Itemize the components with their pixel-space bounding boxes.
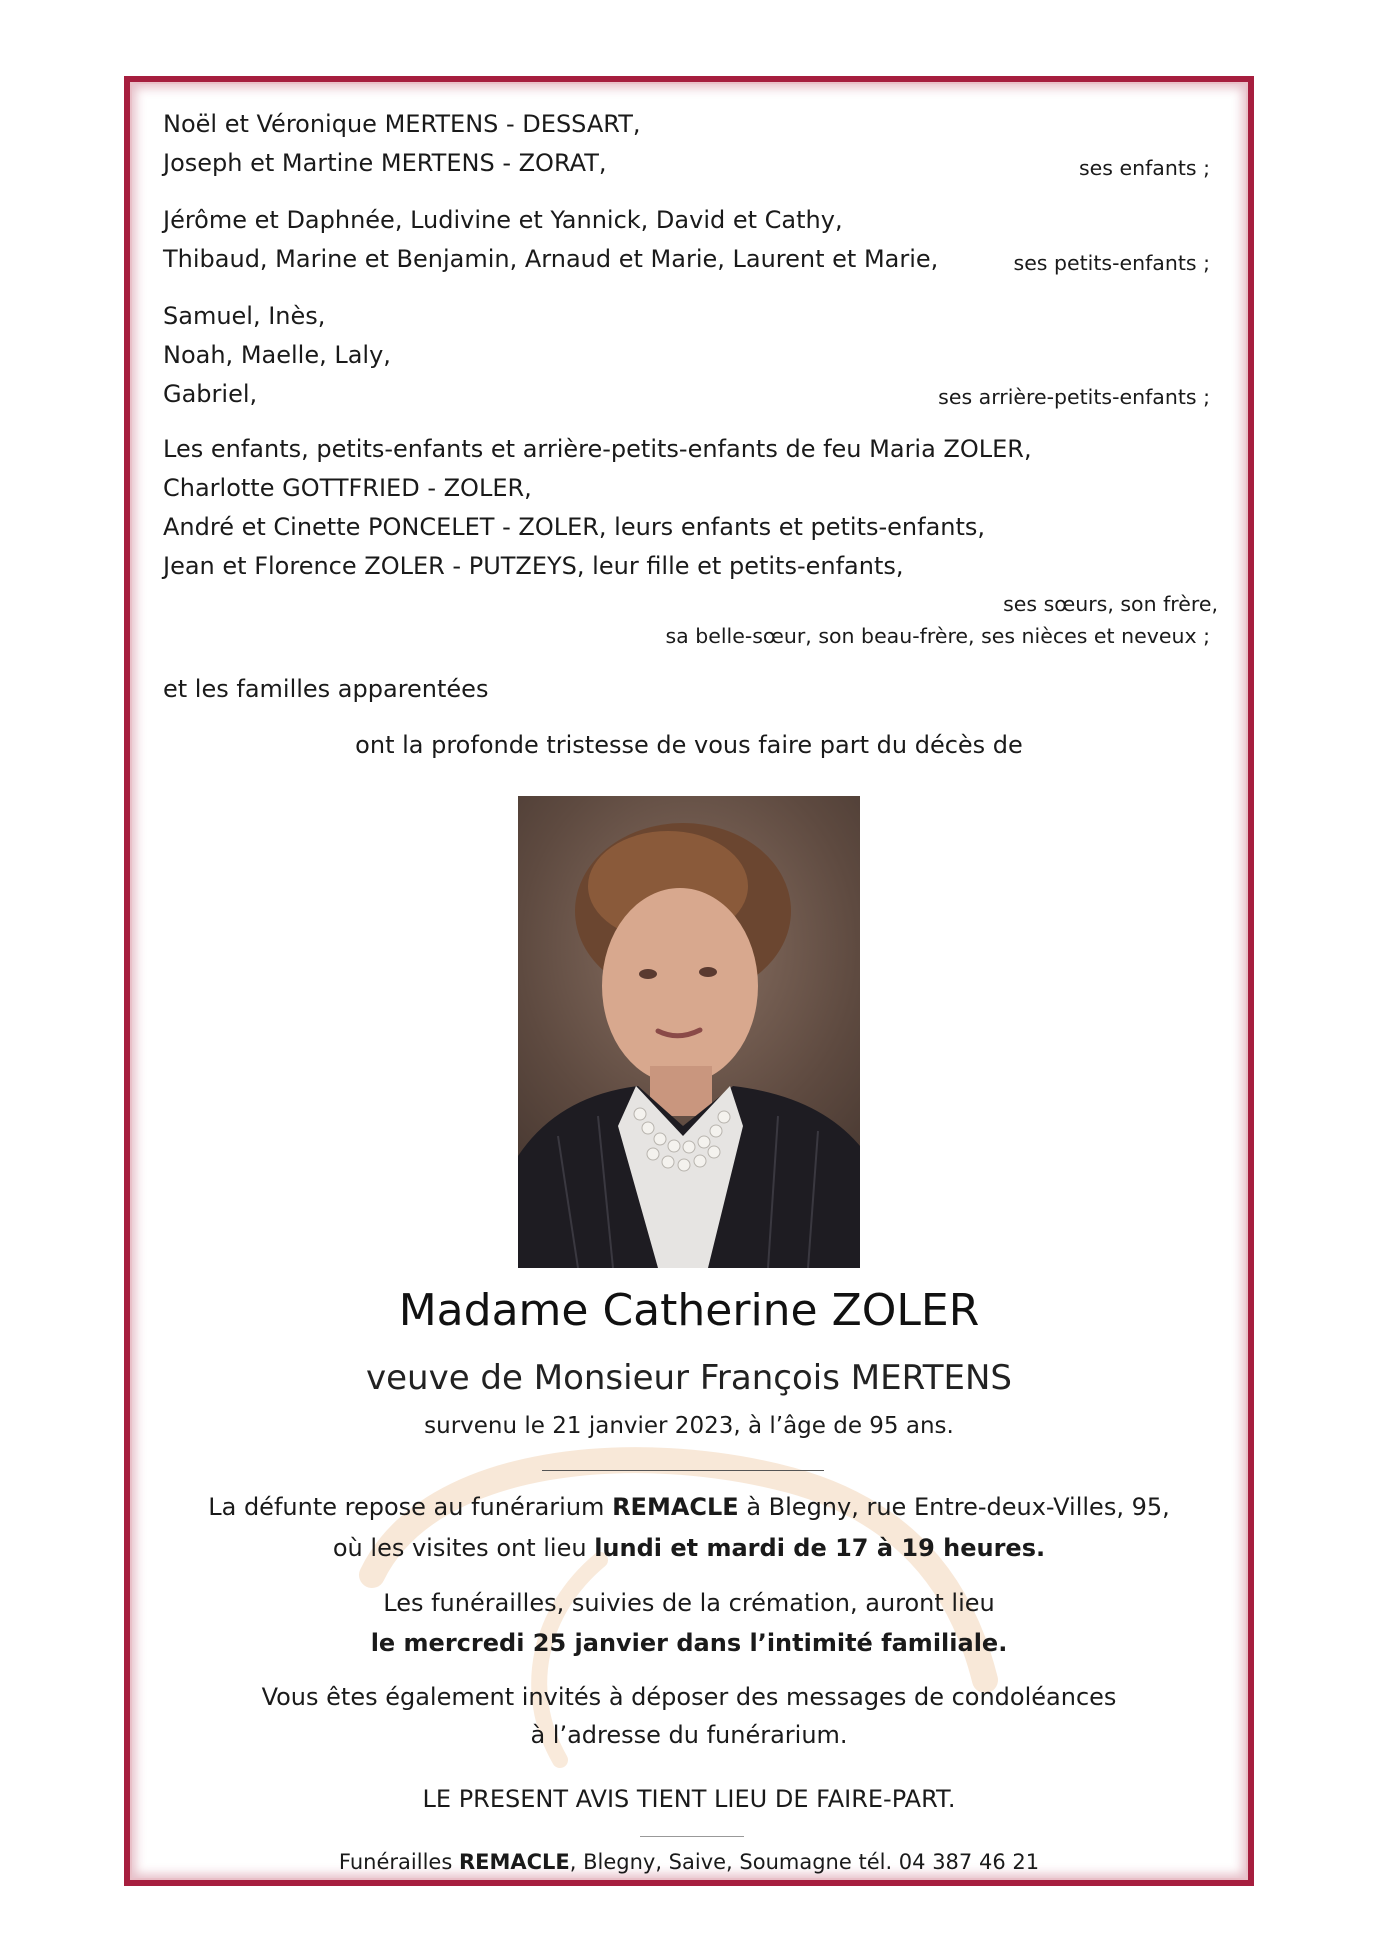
great-grandchildren-line-2: Noah, Maelle, Laly, <box>163 341 391 369</box>
footer-line: Funérailles REMACLE, Blegny, Saive, Soumagne tél. 04 387 46 21 <box>338 1850 1040 1874</box>
siblings-line-2: Charlotte GOTTFRIED - ZOLER, <box>163 474 532 502</box>
children-role: ses enfants ; <box>1078 156 1210 180</box>
children-line-1: Noël et Véronique MERTENS - DESSART, <box>163 110 641 138</box>
funeral-line-2: le mercredi 25 janvier dans l’intimité familiale. <box>370 1629 1008 1657</box>
condolences-line-2: à l’adresse du funérarium. <box>530 1721 848 1749</box>
grandchildren-line-1: Jérôme et Daphnée, Ludivine et Yannick, David et Cathy, <box>163 206 843 234</box>
siblings-line-4: Jean et Florence ZOLER - PUTZEYS, leur fille et petits-enfants, <box>163 552 904 580</box>
siblings-line-3: André et Cinette PONCELET - ZOLER, leurs enfants et petits-enfants, <box>163 513 986 541</box>
repose-line-2: où les visites ont lieu lundi et mardi de 17 à 19 heures. <box>332 1534 1046 1562</box>
death-info: survenu le 21 janvier 2023, à l’âge de 95 ans. <box>424 1413 954 1439</box>
condolences-line-1: Vous êtes également invités à déposer des messages de condoléances <box>261 1683 1117 1711</box>
notice-line: LE PRESENT AVIS TIENT LIEU DE FAIRE-PART. <box>422 1785 956 1813</box>
repose-line-1: La défunte repose au funérarium REMACLE à Blegny, rue Entre-deux-Villes, 95, <box>208 1493 1170 1521</box>
funeral-line-1: Les funérailles, suivies de la crémation, auront lieu <box>383 1589 995 1617</box>
portrait-photo <box>518 796 860 1268</box>
relatives-line: et les familles apparentées <box>163 675 489 703</box>
siblings-line-1: Les enfants, petits-enfants et arrière-petits-enfants de feu Maria ZOLER, <box>163 435 1032 463</box>
great-grandchildren-line-1: Samuel, Inès, <box>163 302 326 330</box>
great-grandchildren-role: ses arrière-petits-enfants ; <box>938 385 1210 409</box>
announcement-line: ont la profonde tristesse de vous faire part du décès de <box>355 731 1023 759</box>
great-grandchildren-line-3: Gabriel, <box>163 380 258 408</box>
grandchildren-role: ses petits-enfants ; <box>1013 251 1210 275</box>
children-line-2: Joseph et Martine MERTENS - ZORAT, <box>163 149 607 177</box>
section-divider <box>542 1470 824 1471</box>
siblings-role-2: sa belle-sœur, son beau-frère, ses nièces et neveux ; <box>665 624 1210 648</box>
deceased-spouse: veuve de Monsieur François MERTENS <box>366 1358 1012 1398</box>
deceased-name: Madame Catherine ZOLER <box>398 1285 980 1336</box>
siblings-role-1: ses sœurs, son frère, <box>1003 592 1218 616</box>
grandchildren-line-2: Thibaud, Marine et Benjamin, Arnaud et Marie, Laurent et Marie, <box>163 245 939 273</box>
footer-divider <box>640 1836 744 1837</box>
